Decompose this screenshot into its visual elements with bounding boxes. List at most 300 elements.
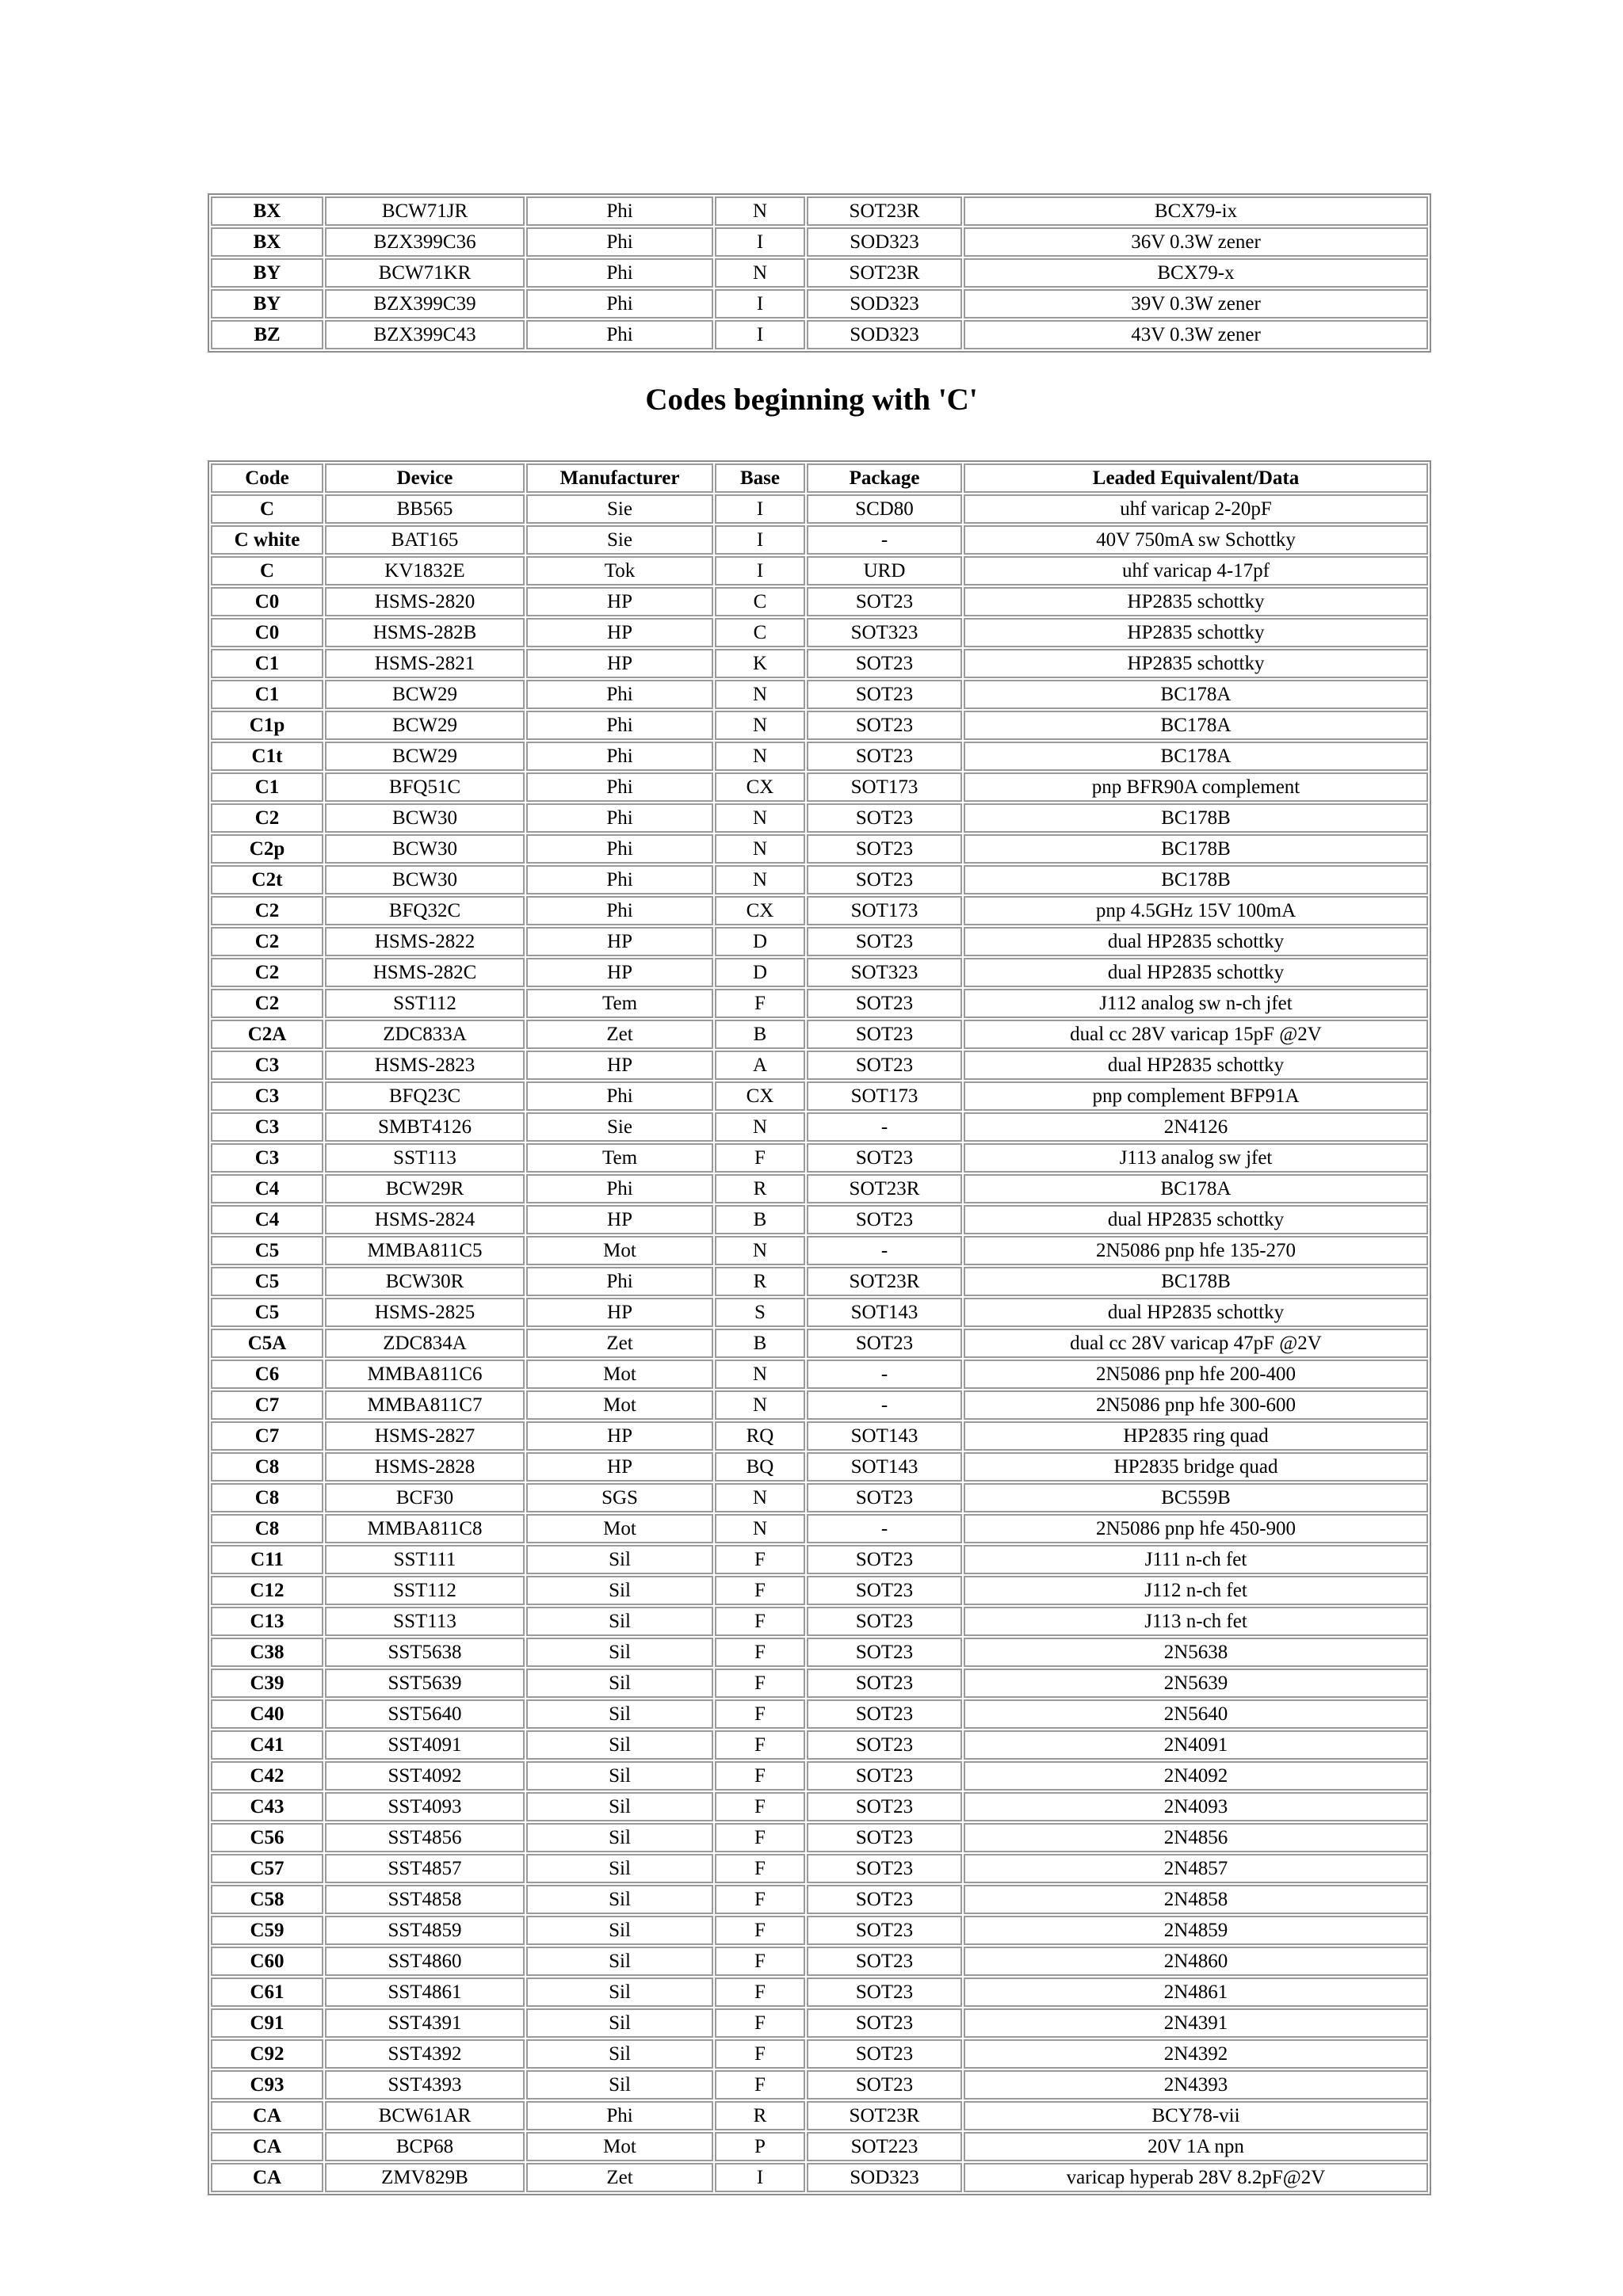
continued-codes-body xyxy=(211,196,1428,349)
cell-leaded-equivalent: 2N4861 xyxy=(964,1978,1428,2007)
cell-package: SOT23 xyxy=(807,989,962,1018)
cell-leaded-equivalent: dual HP2835 schottky xyxy=(964,927,1428,956)
cell-manufacturer: Sil xyxy=(526,2008,713,2038)
cell-code: C5A xyxy=(211,1329,323,1358)
table-row xyxy=(211,258,1428,288)
cell-base: F xyxy=(715,1916,805,1945)
cell-package: SOT23 xyxy=(807,1916,962,1945)
table-row xyxy=(211,1947,1428,1976)
cell-package: - xyxy=(807,1514,962,1543)
cell-device: BCW71JR xyxy=(325,196,525,226)
cell-device: BAT165 xyxy=(325,525,525,555)
cell-base: CX xyxy=(715,772,805,802)
cell-device: SST4858 xyxy=(325,1885,525,1914)
cell-package: SOT23 xyxy=(807,1545,962,1574)
cell-base: F xyxy=(715,1947,805,1976)
cell-base: D xyxy=(715,958,805,987)
cell-base: N xyxy=(715,196,805,226)
cell-leaded-equivalent: HP2835 schottky xyxy=(964,618,1428,647)
table-row xyxy=(211,618,1428,647)
cell-code: C3 xyxy=(211,1051,323,1080)
cell-base: B xyxy=(715,1205,805,1234)
table-row xyxy=(211,958,1428,987)
cell-package: - xyxy=(807,1390,962,1420)
cell-leaded-equivalent: dual HP2835 schottky xyxy=(964,1298,1428,1327)
cell-base: F xyxy=(715,1607,805,1636)
cell-package: SOT23 xyxy=(807,1823,962,1852)
cell-device: ZMV829B xyxy=(325,2163,525,2192)
cell-package: SOT23 xyxy=(807,1576,962,1605)
table-row xyxy=(211,1761,1428,1791)
table-row xyxy=(211,1669,1428,1698)
table-header xyxy=(211,463,1428,493)
table-row xyxy=(211,1421,1428,1451)
table-row xyxy=(211,2008,1428,2038)
cell-code: C0 xyxy=(211,587,323,616)
cell-manufacturer: Phi xyxy=(526,320,713,349)
cell-base: R xyxy=(715,1267,805,1296)
table-row xyxy=(211,1329,1428,1358)
cell-leaded-equivalent: BC178A xyxy=(964,680,1428,709)
table-row xyxy=(211,896,1428,925)
cell-base: P xyxy=(715,2132,805,2161)
cell-package: URD xyxy=(807,556,962,585)
cell-base: F xyxy=(715,1576,805,1605)
cell-package: SOT23 xyxy=(807,1669,962,1698)
cell-manufacturer: Phi xyxy=(526,803,713,833)
cell-base: D xyxy=(715,927,805,956)
cell-manufacturer: Phi xyxy=(526,1081,713,1111)
cell-code: C3 xyxy=(211,1143,323,1173)
cell-base: C xyxy=(715,587,805,616)
cell-leaded-equivalent: 20V 1A npn xyxy=(964,2132,1428,2161)
cell-manufacturer: Tem xyxy=(526,989,713,1018)
cell-base: N xyxy=(715,742,805,771)
cell-manufacturer: Phi xyxy=(526,772,713,802)
cell-leaded-equivalent: uhf varicap 2-20pF xyxy=(964,494,1428,524)
cell-base: R xyxy=(715,1174,805,1203)
cell-leaded-equivalent: varicap hyperab 28V 8.2pF@2V xyxy=(964,2163,1428,2192)
cell-leaded-equivalent: 2N5640 xyxy=(964,1699,1428,1729)
cell-leaded-equivalent: uhf varicap 4-17pf xyxy=(964,556,1428,585)
cell-device: SST4391 xyxy=(325,2008,525,2038)
cell-package: SOT23R xyxy=(807,1174,962,1203)
cell-package: SOT23 xyxy=(807,742,962,771)
cell-base: F xyxy=(715,1978,805,2007)
cell-leaded-equivalent: 2N4856 xyxy=(964,1823,1428,1852)
cell-manufacturer: HP xyxy=(526,1452,713,1482)
cell-manufacturer: Mot xyxy=(526,1236,713,1265)
cell-code: C58 xyxy=(211,1885,323,1914)
cell-manufacturer: Zet xyxy=(526,1329,713,1358)
cell-manufacturer: SGS xyxy=(526,1483,713,1512)
table-row xyxy=(211,1607,1428,1636)
cell-manufacturer: Phi xyxy=(526,258,713,288)
cell-leaded-equivalent: 2N4092 xyxy=(964,1761,1428,1791)
section-title: Codes beginning with 'C' xyxy=(645,383,978,417)
cell-code: C2 xyxy=(211,803,323,833)
table-row xyxy=(211,680,1428,709)
table-row xyxy=(211,320,1428,349)
cell-package: SOT143 xyxy=(807,1298,962,1327)
cell-base: N xyxy=(715,1360,805,1389)
cell-manufacturer: HP xyxy=(526,649,713,678)
cell-manufacturer: HP xyxy=(526,1298,713,1327)
cell-manufacturer: Mot xyxy=(526,2132,713,2161)
cell-device: BCW29 xyxy=(325,742,525,771)
cell-code: C7 xyxy=(211,1390,323,1420)
cell-package: SCD80 xyxy=(807,494,962,524)
table-row xyxy=(211,525,1428,555)
table-row xyxy=(211,1916,1428,1945)
cell-package: SOT23 xyxy=(807,587,962,616)
cell-base: N xyxy=(715,834,805,864)
cell-base: N xyxy=(715,1390,805,1420)
cell-package: SOT23 xyxy=(807,1143,962,1173)
cell-code: C93 xyxy=(211,2070,323,2100)
cell-code: C1p xyxy=(211,711,323,740)
cell-base: S xyxy=(715,1298,805,1327)
cell-package: SOT23 xyxy=(807,2070,962,2100)
cell-manufacturer: Phi xyxy=(526,865,713,894)
table-row xyxy=(211,1081,1428,1111)
table-row xyxy=(211,1699,1428,1729)
cell-device: BCW29 xyxy=(325,711,525,740)
cell-code: C7 xyxy=(211,1421,323,1451)
cell-base: CX xyxy=(715,1081,805,1111)
table-row xyxy=(211,1390,1428,1420)
cell-leaded-equivalent: 2N4091 xyxy=(964,1730,1428,1760)
cell-code: C39 xyxy=(211,1669,323,1698)
cell-device: BCW71KR xyxy=(325,258,525,288)
table-row xyxy=(211,927,1428,956)
cell-device: MMBA811C8 xyxy=(325,1514,525,1543)
cell-base: BQ xyxy=(715,1452,805,1482)
table-row xyxy=(211,1205,1428,1234)
cell-code: C2 xyxy=(211,927,323,956)
cell-base: B xyxy=(715,1020,805,1049)
cell-leaded-equivalent: 2N4860 xyxy=(964,1947,1428,1976)
cell-leaded-equivalent: BC178A xyxy=(964,742,1428,771)
header-package: Package xyxy=(807,463,962,493)
cell-leaded-equivalent: BCX79-x xyxy=(964,258,1428,288)
cell-package: SOT23 xyxy=(807,803,962,833)
cell-device: SST4856 xyxy=(325,1823,525,1852)
cell-device: BFQ51C xyxy=(325,772,525,802)
table-row xyxy=(211,2101,1428,2130)
cell-leaded-equivalent: 2N4393 xyxy=(964,2070,1428,2100)
cell-code: C3 xyxy=(211,1112,323,1142)
cell-code: C0 xyxy=(211,618,323,647)
cell-manufacturer: HP xyxy=(526,958,713,987)
cell-device: BFQ32C xyxy=(325,896,525,925)
cell-manufacturer: Sil xyxy=(526,1669,713,1698)
cell-code: C2t xyxy=(211,865,323,894)
header-base: Base xyxy=(715,463,805,493)
cell-code: C60 xyxy=(211,1947,323,1976)
cell-device: SST113 xyxy=(325,1143,525,1173)
cell-manufacturer: Phi xyxy=(526,742,713,771)
cell-package: SOT23 xyxy=(807,1978,962,2007)
cell-device: BB565 xyxy=(325,494,525,524)
cell-leaded-equivalent: J113 analog sw jfet xyxy=(964,1143,1428,1173)
table-row xyxy=(211,1298,1428,1327)
cell-code: C57 xyxy=(211,1854,323,1883)
cell-base: I xyxy=(715,494,805,524)
cell-package: SOT23 xyxy=(807,1854,962,1883)
cell-leaded-equivalent: 2N5086 pnp hfe 135-270 xyxy=(964,1236,1428,1265)
cell-device: SST113 xyxy=(325,1607,525,1636)
cell-device: SST4092 xyxy=(325,1761,525,1791)
table-row xyxy=(211,865,1428,894)
cell-leaded-equivalent: 2N4093 xyxy=(964,1792,1428,1821)
cell-leaded-equivalent: BC178A xyxy=(964,1174,1428,1203)
cell-code: C8 xyxy=(211,1452,323,1482)
cell-code: C11 xyxy=(211,1545,323,1574)
cell-package: SOT323 xyxy=(807,958,962,987)
cell-code: BY xyxy=(211,258,323,288)
table-row xyxy=(211,1360,1428,1389)
cell-device: SST112 xyxy=(325,1576,525,1605)
cell-device: SST4859 xyxy=(325,1916,525,1945)
cell-base: F xyxy=(715,1143,805,1173)
cell-code: C1t xyxy=(211,742,323,771)
cell-code: C1 xyxy=(211,649,323,678)
cell-manufacturer: Sie xyxy=(526,1112,713,1142)
cell-package: SOT23R xyxy=(807,1267,962,1296)
cell-code: CA xyxy=(211,2163,323,2192)
cell-base: N xyxy=(715,865,805,894)
table-row xyxy=(211,1236,1428,1265)
header-code: Code xyxy=(211,463,323,493)
cell-package: SOT23 xyxy=(807,865,962,894)
cell-device: HSMS-282B xyxy=(325,618,525,647)
cell-device: SST4861 xyxy=(325,1978,525,2007)
cell-package: SOT23 xyxy=(807,1607,962,1636)
cell-manufacturer: Sil xyxy=(526,2039,713,2069)
cell-base: F xyxy=(715,1761,805,1791)
cell-base: F xyxy=(715,1730,805,1760)
cell-base: C xyxy=(715,618,805,647)
cell-package: - xyxy=(807,1236,962,1265)
cell-leaded-equivalent: dual cc 28V varicap 47pF @2V xyxy=(964,1329,1428,1358)
table-row xyxy=(211,1051,1428,1080)
cell-package: SOD323 xyxy=(807,2163,962,2192)
cell-device: ZDC833A xyxy=(325,1020,525,1049)
cell-code: C2p xyxy=(211,834,323,864)
cell-package: SOT23 xyxy=(807,1638,962,1667)
cell-code: C white xyxy=(211,525,323,555)
cell-base: F xyxy=(715,1669,805,1698)
cell-code: C12 xyxy=(211,1576,323,1605)
cell-manufacturer: Phi xyxy=(526,834,713,864)
cell-manufacturer: Sie xyxy=(526,494,713,524)
cell-code: C41 xyxy=(211,1730,323,1760)
table-row xyxy=(211,1020,1428,1049)
cell-leaded-equivalent: HP2835 bridge quad xyxy=(964,1452,1428,1482)
cell-manufacturer: HP xyxy=(526,1205,713,1234)
table-row xyxy=(211,2070,1428,2100)
cell-package: SOT23 xyxy=(807,1205,962,1234)
cell-leaded-equivalent: J112 analog sw n-ch jfet xyxy=(964,989,1428,1018)
cell-device: BCW29R xyxy=(325,1174,525,1203)
cell-code: C xyxy=(211,494,323,524)
cell-base: F xyxy=(715,1854,805,1883)
cell-base: I xyxy=(715,227,805,257)
cell-leaded-equivalent: 2N4126 xyxy=(964,1112,1428,1142)
cell-code: BZ xyxy=(211,320,323,349)
cell-manufacturer: Sie xyxy=(526,525,713,555)
cell-package: SOT23 xyxy=(807,1020,962,1049)
cell-leaded-equivalent: BC178B xyxy=(964,834,1428,864)
cell-package: SOT23 xyxy=(807,1483,962,1512)
table-row xyxy=(211,227,1428,257)
table-row xyxy=(211,1267,1428,1296)
cell-package: SOT173 xyxy=(807,1081,962,1111)
cell-package: SOT23 xyxy=(807,1329,962,1358)
cell-base: F xyxy=(715,1545,805,1574)
cell-leaded-equivalent: 2N4857 xyxy=(964,1854,1428,1883)
table-row xyxy=(211,2039,1428,2069)
cell-leaded-equivalent: pnp BFR90A complement xyxy=(964,772,1428,802)
cell-package: SOT23 xyxy=(807,1885,962,1914)
cell-manufacturer: Phi xyxy=(526,289,713,318)
cell-base: N xyxy=(715,1483,805,1512)
cell-device: BZX399C43 xyxy=(325,320,525,349)
cell-code: C2 xyxy=(211,958,323,987)
table-row xyxy=(211,494,1428,524)
cell-base: F xyxy=(715,2070,805,2100)
cell-device: HSMS-2823 xyxy=(325,1051,525,1080)
cell-device: BCW30 xyxy=(325,834,525,864)
table-row xyxy=(211,649,1428,678)
table-row xyxy=(211,1174,1428,1203)
cell-device: HSMS-2827 xyxy=(325,1421,525,1451)
cell-code: C xyxy=(211,556,323,585)
cell-base: F xyxy=(715,1699,805,1729)
codes-c-table xyxy=(208,460,1431,2195)
cell-device: SST111 xyxy=(325,1545,525,1574)
cell-leaded-equivalent: HP2835 schottky xyxy=(964,587,1428,616)
table-row xyxy=(211,1112,1428,1142)
cell-device: SST5640 xyxy=(325,1699,525,1729)
cell-code: C5 xyxy=(211,1236,323,1265)
cell-package: SOT143 xyxy=(807,1452,962,1482)
cell-package: SOT23 xyxy=(807,1792,962,1821)
cell-leaded-equivalent: 2N4391 xyxy=(964,2008,1428,2038)
cell-device: SMBT4126 xyxy=(325,1112,525,1142)
cell-device: SST4393 xyxy=(325,2070,525,2100)
cell-leaded-equivalent: pnp complement BFP91A xyxy=(964,1081,1428,1111)
cell-leaded-equivalent: BCY78-vii xyxy=(964,2101,1428,2130)
cell-base: I xyxy=(715,2163,805,2192)
cell-manufacturer: Phi xyxy=(526,680,713,709)
cell-device: SST4857 xyxy=(325,1854,525,1883)
cell-device: BCW30R xyxy=(325,1267,525,1296)
cell-code: CA xyxy=(211,2101,323,2130)
cell-package: SOT23 xyxy=(807,2008,962,2038)
cell-leaded-equivalent: pnp 4.5GHz 15V 100mA xyxy=(964,896,1428,925)
table-row xyxy=(211,1638,1428,1667)
cell-leaded-equivalent: 2N5638 xyxy=(964,1638,1428,1667)
cell-manufacturer: Sil xyxy=(526,1792,713,1821)
cell-leaded-equivalent: 36V 0.3W zener xyxy=(964,227,1428,257)
table-row xyxy=(211,989,1428,1018)
cell-package: - xyxy=(807,1112,962,1142)
cell-manufacturer: Sil xyxy=(526,1854,713,1883)
cell-code: BY xyxy=(211,289,323,318)
cell-leaded-equivalent: dual HP2835 schottky xyxy=(964,1205,1428,1234)
table-row xyxy=(211,587,1428,616)
table-row xyxy=(211,1823,1428,1852)
cell-manufacturer: Sil xyxy=(526,1545,713,1574)
cell-leaded-equivalent: BC559B xyxy=(964,1483,1428,1512)
cell-package: SOT23R xyxy=(807,2101,962,2130)
cell-leaded-equivalent: 2N4859 xyxy=(964,1916,1428,1945)
cell-package: SOD323 xyxy=(807,289,962,318)
cell-leaded-equivalent: J113 n-ch fet xyxy=(964,1607,1428,1636)
cell-code: C43 xyxy=(211,1792,323,1821)
cell-manufacturer: Phi xyxy=(526,1174,713,1203)
cell-base: K xyxy=(715,649,805,678)
cell-package: SOT23 xyxy=(807,2039,962,2069)
cell-manufacturer: Sil xyxy=(526,1916,713,1945)
cell-leaded-equivalent: 2N4392 xyxy=(964,2039,1428,2069)
cell-leaded-equivalent: BC178B xyxy=(964,1267,1428,1296)
cell-package: - xyxy=(807,525,962,555)
cell-leaded-equivalent: 39V 0.3W zener xyxy=(964,289,1428,318)
header-manufacturer: Manufacturer xyxy=(526,463,713,493)
table-row xyxy=(211,1143,1428,1173)
continued-codes-table xyxy=(208,193,1431,353)
cell-device: BCW29 xyxy=(325,680,525,709)
cell-base: F xyxy=(715,1792,805,1821)
cell-device: MMBA811C7 xyxy=(325,1390,525,1420)
cell-package: SOT23R xyxy=(807,196,962,226)
cell-base: I xyxy=(715,556,805,585)
cell-device: SST4091 xyxy=(325,1730,525,1760)
cell-manufacturer: Sil xyxy=(526,1638,713,1667)
cell-package: SOT323 xyxy=(807,618,962,647)
table-row xyxy=(211,1854,1428,1883)
cell-base: N xyxy=(715,1236,805,1265)
cell-package: SOT23 xyxy=(807,711,962,740)
cell-package: SOT223 xyxy=(807,2132,962,2161)
cell-base: CX xyxy=(715,896,805,925)
cell-base: F xyxy=(715,1885,805,1914)
cell-leaded-equivalent: 2N4858 xyxy=(964,1885,1428,1914)
cell-device: SST4860 xyxy=(325,1947,525,1976)
cell-device: HSMS-2821 xyxy=(325,649,525,678)
cell-manufacturer: Phi xyxy=(526,1267,713,1296)
cell-code: C38 xyxy=(211,1638,323,1667)
cell-device: BCF30 xyxy=(325,1483,525,1512)
cell-code: C2 xyxy=(211,989,323,1018)
header-leaded-equivalent: Leaded Equivalent/Data xyxy=(964,463,1428,493)
cell-device: ZDC834A xyxy=(325,1329,525,1358)
cell-manufacturer: Mot xyxy=(526,1390,713,1420)
codes-c-body xyxy=(211,494,1428,2192)
cell-manufacturer: HP xyxy=(526,1051,713,1080)
cell-device: SST112 xyxy=(325,989,525,1018)
cell-manufacturer: HP xyxy=(526,618,713,647)
cell-manufacturer: Sil xyxy=(526,1947,713,1976)
table-row xyxy=(211,1730,1428,1760)
cell-manufacturer: Sil xyxy=(526,1699,713,1729)
cell-package: SOT23 xyxy=(807,1730,962,1760)
table-row xyxy=(211,1978,1428,2007)
cell-device: SST4093 xyxy=(325,1792,525,1821)
